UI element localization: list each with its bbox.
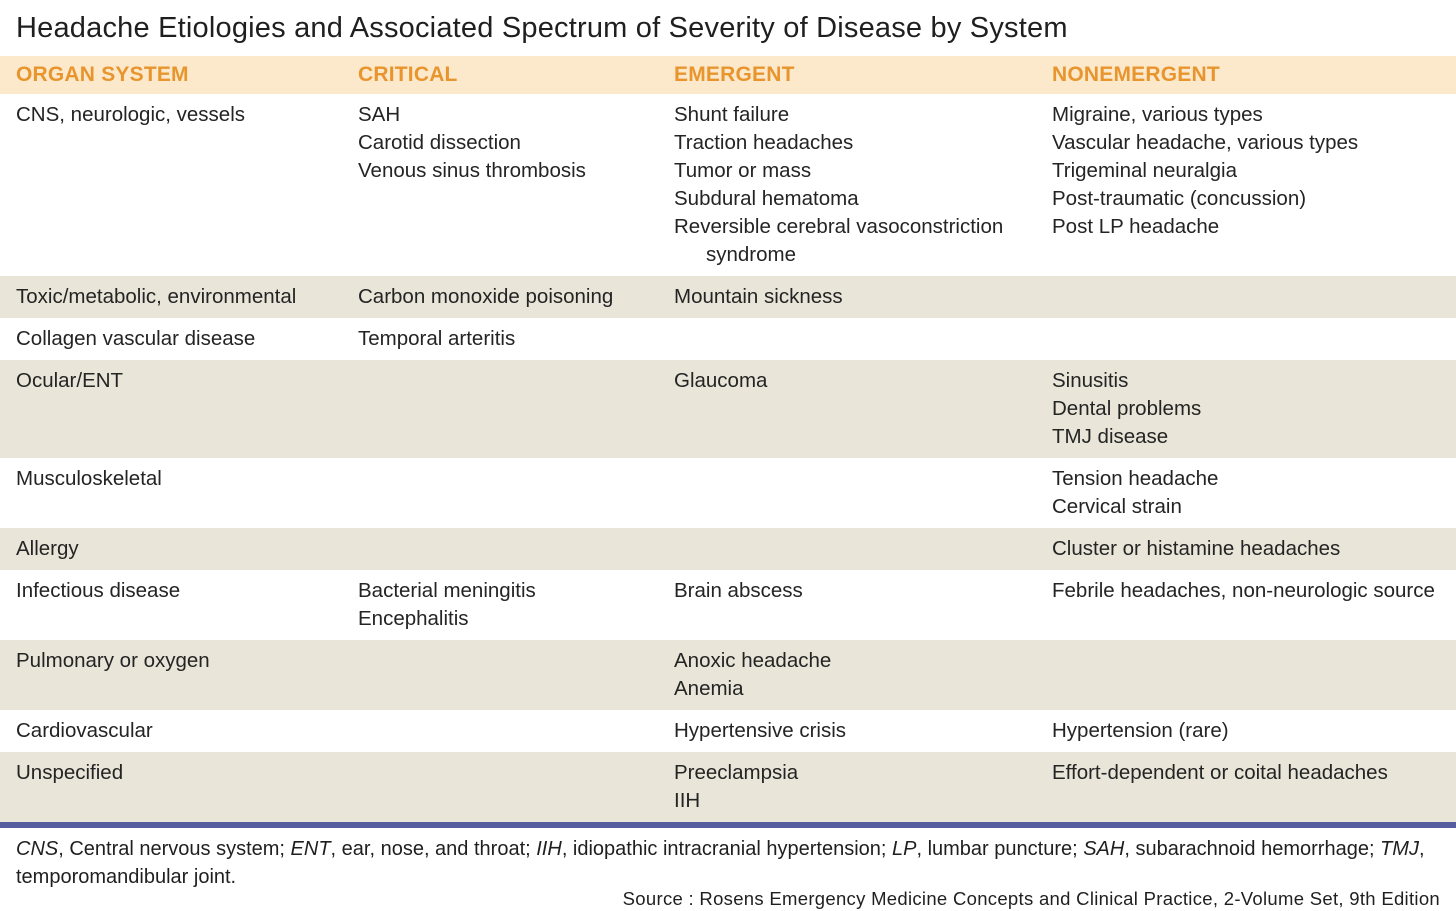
table-row <box>0 360 1456 458</box>
cell-nonemergent <box>1052 528 1456 570</box>
cell-item: Preeclampsia <box>674 761 799 784</box>
table-row <box>0 318 1456 360</box>
cell-nonemergent <box>1052 94 1456 276</box>
cell-organ: Infectious disease <box>16 579 181 602</box>
cell-organ: Ocular/ENT <box>16 369 124 392</box>
cell-critical <box>358 528 674 570</box>
cell-organ: Allergy <box>16 537 79 560</box>
cell-item: IIH <box>674 789 701 812</box>
cell-organ: Pulmonary or oxygen <box>16 649 210 672</box>
cell-nonemergent <box>1052 318 1456 360</box>
cell-organ: CNS, neurologic, vessels <box>16 103 246 126</box>
cell-item: Hypertension (rare) <box>1052 719 1229 742</box>
table-row <box>0 752 1456 822</box>
cell-item: Carotid dissection <box>358 131 521 154</box>
cell-item: Glaucoma <box>674 369 768 392</box>
footnote-text: , Central nervous system; <box>58 838 291 860</box>
abbreviation: ENT <box>290 838 331 860</box>
cell-emergent <box>674 318 1052 360</box>
cell-item: Shunt failure <box>674 103 790 126</box>
abbreviation: CNS <box>16 838 59 860</box>
cell-emergent <box>674 360 1052 458</box>
cell-item: Effort-dependent or coital headaches <box>1052 761 1388 784</box>
footnote-text: , idiopathic intracranial hypertension; <box>561 838 892 860</box>
footnote-text: , lumbar puncture; <box>916 838 1084 860</box>
cell-nonemergent <box>1052 570 1456 640</box>
cell-item: SAH <box>358 103 401 126</box>
cell-item: Cervical strain <box>1052 495 1182 518</box>
cell-nonemergent <box>1052 276 1456 318</box>
table-footer <box>0 828 1456 911</box>
cell-organ: Toxic/metabolic, environmental <box>16 285 297 308</box>
table-body <box>0 94 1456 822</box>
cell-emergent <box>674 94 1052 276</box>
cell-critical <box>358 458 674 528</box>
cell-critical <box>358 360 674 458</box>
cell-item: Subdural hematoma <box>674 187 859 210</box>
source-line: Source : Rosens Emergency Medicine Concepts and Clinical Practice, 2-Volume Set, 9th Edition <box>622 888 1440 909</box>
footnote <box>16 835 1440 891</box>
abbreviation: IIH <box>536 838 562 860</box>
column-header-critical: CRITICAL <box>358 63 458 86</box>
table-row <box>0 94 1456 276</box>
table-row <box>0 570 1456 640</box>
cell-emergent <box>674 276 1052 318</box>
table-row <box>0 528 1456 570</box>
cell-critical <box>358 318 674 360</box>
table-row <box>0 458 1456 528</box>
column-header-organ: ORGAN SYSTEM <box>16 63 189 86</box>
cell-item: Mountain sickness <box>674 285 843 308</box>
table-header-row <box>0 56 1456 94</box>
abbreviation: SAH <box>1083 838 1125 860</box>
table-row <box>0 710 1456 752</box>
table-row <box>0 640 1456 710</box>
cell-item: Migraine, various types <box>1052 103 1263 126</box>
cell-item: Vascular headache, various types <box>1052 131 1359 154</box>
cell-item: Tumor or mass <box>674 159 812 182</box>
abbreviation: LP <box>892 838 917 860</box>
cell-item: Sinusitis <box>1052 369 1129 392</box>
cell-item: Reversible cerebral vasoconstriction syndrome <box>674 215 1004 266</box>
cell-critical <box>358 710 674 752</box>
column-header-nonemergent: NONEMERGENT <box>1052 63 1220 86</box>
etiology-table <box>0 56 1456 822</box>
cell-emergent <box>674 570 1052 640</box>
cell-critical <box>358 570 674 640</box>
cell-emergent <box>674 710 1052 752</box>
cell-item: Encephalitis <box>358 607 469 630</box>
footnote-text: , subarachnoid hemorrhage; <box>1124 838 1381 860</box>
cell-nonemergent <box>1052 710 1456 752</box>
cell-item: Venous sinus thrombosis <box>358 159 586 182</box>
cell-critical <box>358 640 674 710</box>
cell-organ: Musculoskeletal <box>16 467 162 490</box>
cell-item: Traction headaches <box>674 131 854 154</box>
cell-emergent <box>674 752 1052 822</box>
cell-item: Tension headache <box>1052 467 1219 490</box>
cell-emergent <box>674 458 1052 528</box>
cell-nonemergent <box>1052 640 1456 710</box>
cell-nonemergent <box>1052 752 1456 822</box>
cell-item: Trigeminal neuralgia <box>1052 159 1237 182</box>
footnote-text: , ear, nose, and throat; <box>330 838 537 860</box>
cell-item: Carbon monoxide poisoning <box>358 285 614 308</box>
cell-critical <box>358 94 674 276</box>
cell-item: Cluster or histamine headaches <box>1052 537 1341 560</box>
cell-critical <box>358 752 674 822</box>
cell-critical <box>358 276 674 318</box>
column-header-emergent: EMERGENT <box>674 63 795 86</box>
abbreviation: TMJ <box>1380 838 1419 860</box>
cell-item: TMJ disease <box>1052 425 1169 448</box>
cell-item: Hypertensive crisis <box>674 719 847 742</box>
cell-organ: Collagen vascular disease <box>16 327 256 350</box>
cell-item: Anoxic headache <box>674 649 832 672</box>
cell-item: Bacterial meningitis <box>358 579 536 602</box>
cell-emergent <box>674 528 1052 570</box>
cell-item: Dental problems <box>1052 397 1202 420</box>
page-title: Headache Etiologies and Associated Spectrum of Severity of Disease by System <box>16 12 1068 44</box>
cell-nonemergent <box>1052 458 1456 528</box>
cell-emergent <box>674 640 1052 710</box>
cell-organ: Cardiovascular <box>16 719 153 742</box>
cell-nonemergent <box>1052 360 1456 458</box>
cell-item: Temporal arteritis <box>358 327 516 350</box>
cell-item: Brain abscess <box>674 579 803 602</box>
footnote-text: , temporomandibular joint. <box>16 838 1425 888</box>
cell-organ: Unspecified <box>16 761 124 784</box>
cell-item: Anemia <box>674 677 744 700</box>
cell-item: Post-traumatic (concussion) <box>1052 187 1307 210</box>
cell-item: Febrile headaches, non-neurologic source <box>1052 579 1435 602</box>
cell-item: Post LP headache <box>1052 215 1220 238</box>
table-row <box>0 276 1456 318</box>
